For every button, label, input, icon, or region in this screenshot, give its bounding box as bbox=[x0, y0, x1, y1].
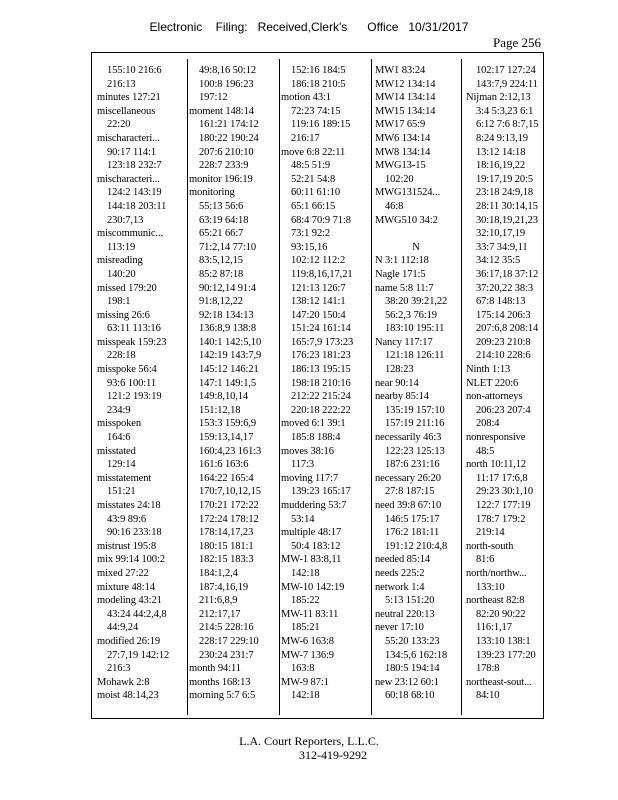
index-reference: 157:19 211:16 bbox=[385, 418, 445, 430]
index-term: MW-10 142:19 bbox=[281, 581, 345, 593]
index-reference: 175:14 206:3 bbox=[476, 309, 531, 321]
index-term: north 10:11,12 bbox=[466, 459, 527, 471]
index-term: modeling 43:21 bbox=[97, 595, 162, 607]
index-reference: 228:7 233:9 bbox=[199, 160, 249, 172]
index-reference: 50:4 183:12 bbox=[291, 540, 341, 552]
index-term: misstated bbox=[97, 445, 136, 457]
index-term bbox=[375, 227, 457, 241]
index-reference: 139:23 177:20 bbox=[476, 649, 536, 661]
index-reference: 216:13 bbox=[107, 78, 136, 90]
index-reference: 63:11 113:16 bbox=[107, 323, 161, 335]
index-reference: 91:8,12,22 bbox=[199, 296, 243, 308]
index-reference: 37:20,22 38:3 bbox=[476, 282, 534, 294]
footer bbox=[0, 734, 618, 762]
index-reference: 85:2 87:18 bbox=[199, 268, 244, 280]
index-term: MW8 134:14 bbox=[375, 146, 431, 158]
index-reference: 145:12 146:21 bbox=[199, 364, 259, 376]
index-reference: 71:2,14 77:10 bbox=[199, 241, 257, 253]
index-reference: 147:1 149:1,5 bbox=[199, 377, 257, 389]
index-reference: 6:12 7:6 8:7,15 bbox=[476, 119, 539, 131]
index-term: needs 225:2 bbox=[375, 567, 425, 579]
index-reference: 186:18 210:5 bbox=[291, 78, 346, 90]
court-reporter-name: L.A. Court Reporters, L.L.C. bbox=[239, 734, 379, 748]
index-reference: 124:2 143:19 bbox=[107, 187, 162, 199]
index-reference: 183:10 195:11 bbox=[385, 323, 445, 335]
index-column-4 bbox=[375, 64, 457, 703]
index-reference: 123:18 232:7 bbox=[107, 160, 162, 172]
filing-header: Electronic Filing: Received,Clerk's Office 10/31/2017 bbox=[149, 20, 469, 34]
index-term: MW-6 163:8 bbox=[281, 635, 334, 647]
index-reference: 198:18 210:16 bbox=[291, 377, 351, 389]
index-reference: 48:5 bbox=[476, 445, 495, 457]
index-reference: 102:17 127:24 bbox=[476, 65, 536, 76]
index-reference: 60:11 61:10 bbox=[291, 187, 340, 199]
index-reference: 216:3 bbox=[107, 663, 131, 675]
index-reference: 38:20 39:21,22 bbox=[385, 296, 448, 308]
index-term: moment 148:14 bbox=[189, 105, 254, 117]
index-reference: 170:7,10,12,15 bbox=[199, 486, 261, 498]
index-term: MW-9 87:1 bbox=[281, 676, 329, 688]
index-term: N 3:1 112:18 bbox=[375, 255, 429, 267]
index-term: MW-11 83:11 bbox=[281, 608, 339, 620]
index-term: near 90:14 bbox=[375, 377, 419, 389]
index-reference: 139:23 165:17 bbox=[291, 486, 351, 498]
index-reference: 165:7,9 173:23 bbox=[291, 336, 354, 348]
index-term: missed 179:20 bbox=[97, 282, 157, 294]
index-term: name 5:8 11:7 bbox=[375, 282, 434, 294]
index-column-2 bbox=[189, 64, 271, 703]
index-frame bbox=[91, 52, 544, 719]
index-reference: 140:20 bbox=[107, 268, 136, 280]
index-reference: 151:12,18 bbox=[199, 404, 241, 416]
index-term: necessary 26:20 bbox=[375, 472, 441, 484]
index-reference: 211:6,8,9 bbox=[199, 595, 238, 607]
index-reference: 146:5 175:17 bbox=[385, 513, 440, 525]
index-term: north-south bbox=[466, 540, 514, 552]
index-reference: 117:3 bbox=[291, 459, 315, 471]
index-reference: 65:1 66:15 bbox=[291, 200, 336, 212]
index-term: MW-1 83:8,11 bbox=[281, 554, 342, 566]
index-term: NLET 220:6 bbox=[466, 377, 519, 389]
index-reference: 49:8,16 50:12 bbox=[199, 65, 257, 76]
index-reference: 214:10 228:6 bbox=[476, 350, 531, 362]
index-reference: 56:2,3 76:19 bbox=[385, 309, 437, 321]
index-term: MW14 134:14 bbox=[375, 92, 436, 104]
index-reference: 209:23 210:8 bbox=[476, 336, 531, 348]
index-term: misreading bbox=[97, 255, 143, 267]
index-reference: 121:18 126:11 bbox=[385, 350, 445, 362]
index-term: mixture 48:14 bbox=[97, 581, 155, 593]
index-reference: 151:21 bbox=[107, 486, 136, 498]
index-term: moved 6:1 39:1 bbox=[281, 418, 346, 430]
index-reference: 187:6 231:16 bbox=[385, 459, 440, 471]
index-reference: 138:12 141:1 bbox=[291, 296, 346, 308]
index-reference: 28:11 30:14,15 bbox=[476, 200, 538, 212]
index-reference: 52:21 54:8 bbox=[291, 173, 336, 185]
index-term: non-attorneys bbox=[466, 391, 523, 403]
index-reference: 113:19 bbox=[107, 241, 136, 253]
index-reference: 93:15,16 bbox=[291, 241, 328, 253]
index-reference: 30:18,19,21,23 bbox=[476, 214, 538, 226]
index-term: miscellaneous bbox=[97, 105, 156, 117]
index-reference: 133:10 bbox=[476, 581, 505, 593]
index-reference: 230:7,13 bbox=[107, 214, 144, 226]
index-reference: 121:13 126:7 bbox=[291, 282, 346, 294]
index-reference: 60:18 68:10 bbox=[385, 690, 435, 702]
index-reference: 18:16,19,22 bbox=[476, 160, 526, 172]
index-term: muddering 53:7 bbox=[281, 500, 347, 511]
index-reference: 48:5 51:9 bbox=[291, 160, 331, 172]
index-reference: 68:4 70:9 71:8 bbox=[291, 214, 351, 226]
index-term: MWG131524... bbox=[375, 187, 441, 199]
index-term: MW17 65:9 bbox=[375, 119, 426, 131]
index-reference: 82:20 90:22 bbox=[476, 608, 526, 620]
index-reference: 185:21 bbox=[291, 622, 320, 634]
index-reference: 36:17,18 37:12 bbox=[476, 268, 539, 280]
index-reference: 119:8,16,17,21 bbox=[291, 268, 353, 280]
index-term: MWG510 34:2 bbox=[375, 214, 438, 226]
index-reference: 164:6 bbox=[107, 432, 131, 444]
index-column-3 bbox=[281, 64, 363, 703]
index-reference: 121:2 193:19 bbox=[107, 391, 162, 403]
index-term: misspeak 159:23 bbox=[97, 336, 167, 348]
index-reference: 8:24 9:13,19 bbox=[476, 132, 528, 144]
index-reference: 83:5,12,15 bbox=[199, 255, 243, 267]
index-term: new 23:12 60:1 bbox=[375, 676, 439, 688]
index-reference: 144:18 203:11 bbox=[107, 200, 167, 212]
index-reference: 178:14,17,23 bbox=[199, 527, 254, 539]
index-reference: 129:14 bbox=[107, 459, 136, 471]
index-reference: 27:7,19 142:12 bbox=[107, 649, 170, 661]
index-reference: 180:15 181:1 bbox=[199, 540, 254, 552]
index-reference: 53:14 bbox=[291, 513, 315, 525]
index-reference: 73:1 92:2 bbox=[291, 228, 331, 240]
index-reference: 163:8 bbox=[291, 663, 315, 675]
index-reference: 43:9 89:6 bbox=[107, 513, 147, 525]
index-term: monitor 196:19 bbox=[189, 173, 253, 185]
index-term: misstatement bbox=[97, 472, 152, 484]
index-reference: 142:18 bbox=[291, 690, 320, 702]
index-term: Ninth 1:13 bbox=[466, 364, 511, 376]
index-reference: 135:19 157:10 bbox=[385, 404, 445, 416]
index-reference: 55:20 133:23 bbox=[385, 635, 440, 647]
index-term: monitoring bbox=[189, 187, 235, 199]
index-term: months 168:13 bbox=[189, 676, 251, 688]
index-term: mix 99:14 100:2 bbox=[97, 554, 165, 566]
index-term: MW6 134:14 bbox=[375, 132, 431, 144]
index-reference: 170:21 172:22 bbox=[199, 500, 259, 511]
index-reference: 152:16 184:5 bbox=[291, 65, 346, 76]
index-term: misspoke 56:4 bbox=[97, 364, 157, 376]
index-term: neutral 220:13 bbox=[375, 608, 435, 620]
index-reference: 207:6 210:10 bbox=[199, 146, 254, 158]
court-reporter-phone: 312-419-9292 bbox=[299, 748, 367, 762]
index-term: needed 85:14 bbox=[375, 554, 431, 566]
index-reference: 43:24 44:2,4,8 bbox=[107, 608, 167, 620]
index-reference: 176:23 181:23 bbox=[291, 350, 351, 362]
index-reference: 122:7 177:19 bbox=[476, 500, 531, 511]
index-reference: 81:6 bbox=[476, 554, 495, 566]
column-divider bbox=[279, 59, 280, 715]
index-reference: 142:18 bbox=[291, 567, 320, 579]
index-reference: 34:12 35:5 bbox=[476, 255, 521, 267]
index-term: Nagle 171:5 bbox=[375, 268, 426, 280]
column-divider bbox=[371, 59, 372, 715]
index-reference: 32:10,17,19 bbox=[476, 228, 526, 240]
index-term: north/northw... bbox=[466, 567, 527, 579]
index-reference: 133:10 138:1 bbox=[476, 635, 531, 647]
index-reference: 90:12,14 91:4 bbox=[199, 282, 257, 294]
index-reference: 220:18 222:22 bbox=[291, 404, 351, 416]
index-term: northeast 82:8 bbox=[466, 595, 525, 607]
index-term: need 39:8 67:10 bbox=[375, 500, 442, 511]
index-reference: 151:24 161:14 bbox=[291, 323, 351, 335]
index-reference: 55:13 56:6 bbox=[199, 200, 244, 212]
index-column-1 bbox=[97, 64, 179, 703]
index-reference: 116:1,17 bbox=[476, 622, 512, 634]
index-term: move 6:8 22:11 bbox=[281, 146, 346, 158]
index-term: never 17:10 bbox=[375, 622, 424, 634]
index-column-5 bbox=[466, 64, 548, 703]
index-reference: 29:23 30:1,10 bbox=[476, 486, 534, 498]
index-reference: 234:9 bbox=[107, 404, 131, 416]
index-term: motion 43:1 bbox=[281, 92, 331, 104]
index-reference: 19:17,19 20:5 bbox=[476, 173, 534, 185]
index-reference: 5:13 151:20 bbox=[385, 595, 435, 607]
index-reference: 134:5,6 162:18 bbox=[385, 649, 448, 661]
index-reference: 84:10 bbox=[476, 690, 500, 702]
index-reference: 153:3 159:6,9 bbox=[199, 418, 257, 430]
index-reference: 90:16 233:18 bbox=[107, 527, 162, 539]
index-reference: 228:17 229:10 bbox=[199, 635, 259, 647]
index-term: missing 26:6 bbox=[97, 309, 150, 321]
index-reference: 44:9,24 bbox=[107, 622, 139, 634]
index-reference: 164:22 165:4 bbox=[199, 472, 254, 484]
column-divider bbox=[461, 59, 462, 715]
index-term: nearby 85:14 bbox=[375, 391, 429, 403]
index-reference: 72:23 74:15 bbox=[291, 105, 341, 117]
index-reference: 198:1 bbox=[107, 296, 131, 308]
index-reference: 92:18 134:13 bbox=[199, 309, 254, 321]
index-reference: 149:8,10,14 bbox=[199, 391, 249, 403]
index-reference: 147:20 150:4 bbox=[291, 309, 346, 321]
index-term: MWG13-15 bbox=[375, 160, 426, 172]
index-reference: 93:6 100:11 bbox=[107, 377, 156, 389]
index-term: modified 26:19 bbox=[97, 635, 161, 647]
index-reference: 160:4,23 161:3 bbox=[199, 445, 262, 457]
index-term: MW12 134:14 bbox=[375, 78, 436, 90]
index-term: miscommunic... bbox=[97, 228, 163, 240]
index-term: mixed 27:22 bbox=[97, 567, 149, 579]
index-reference: 185:8 188:4 bbox=[291, 432, 341, 444]
index-term: moving 117:7 bbox=[281, 472, 339, 484]
index-term: moist 48:14,23 bbox=[97, 690, 159, 702]
index-reference: 216:17 bbox=[291, 132, 320, 144]
index-term: MW-7 136:9 bbox=[281, 649, 334, 661]
index-reference: 212:17,17 bbox=[199, 608, 241, 620]
index-reference: 67:8 148:13 bbox=[476, 296, 526, 308]
index-reference: 159:13,14,17 bbox=[199, 432, 254, 444]
index-reference: 90:17 114:1 bbox=[107, 146, 156, 158]
index-reference: 65:21 66:7 bbox=[199, 228, 244, 240]
index-reference: 23:18 24:9,18 bbox=[476, 187, 534, 199]
index-reference: 102:12 112:2 bbox=[291, 255, 346, 267]
index-reference: 136:8,9 138:8 bbox=[199, 323, 257, 335]
index-reference: 207:6,8 208:14 bbox=[476, 323, 539, 335]
index-reference: 46:8 bbox=[385, 200, 404, 212]
index-term: minutes 127:21 bbox=[97, 92, 161, 104]
index-reference: 212:22 215:24 bbox=[291, 391, 351, 403]
index-term: morning 5:7 6:5 bbox=[189, 690, 256, 702]
index-term: Mohawk 2:8 bbox=[97, 676, 150, 688]
index-reference: 208:4 bbox=[476, 418, 500, 430]
index-term: misstates 24:18 bbox=[97, 500, 161, 511]
index-reference: 100:8 196:23 bbox=[199, 78, 254, 90]
index-reference: 140:1 142:5,10 bbox=[199, 336, 262, 348]
index-term: northeast-sout... bbox=[466, 676, 532, 688]
index-reference: 13:12 14:18 bbox=[476, 146, 526, 158]
index-reference: 161:21 174:12 bbox=[199, 119, 259, 131]
index-reference: 180:5 194:14 bbox=[385, 663, 440, 675]
index-reference: 155:10 216:6 bbox=[107, 65, 162, 76]
index-reference: 178:7 179:2 bbox=[476, 513, 526, 525]
index-term: multiple 48:17 bbox=[281, 527, 342, 539]
index-reference: 187:4,16,19 bbox=[199, 581, 249, 593]
index-reference: 119:16 189:15 bbox=[291, 119, 351, 131]
index-reference: 161:6 163:6 bbox=[199, 459, 249, 471]
index-reference: 228:18 bbox=[107, 350, 136, 362]
index-reference: 27:8 187:15 bbox=[385, 486, 435, 498]
index-reference: 219:14 bbox=[476, 527, 505, 539]
index-reference: 172:24 178:12 bbox=[199, 513, 259, 525]
index-reference: 176:2 181:11 bbox=[385, 527, 440, 539]
index-reference: 63:19 64:18 bbox=[199, 214, 249, 226]
index-reference: 22:20 bbox=[107, 119, 131, 131]
index-reference: 185:22 bbox=[291, 595, 320, 607]
index-term: mischaracteri... bbox=[97, 173, 160, 185]
index-reference: 191:12 210:4,8 bbox=[385, 540, 448, 552]
index-term: month 94:11 bbox=[189, 663, 241, 675]
index-term: Nancy 117:17 bbox=[375, 336, 433, 348]
index-term: MW15 134:14 bbox=[375, 105, 436, 117]
index-reference: 178:8 bbox=[476, 663, 500, 675]
index-term: moves 38:16 bbox=[281, 445, 334, 457]
column-divider bbox=[187, 59, 188, 715]
index-reference: 143:7,9 224:11 bbox=[476, 78, 538, 90]
index-term: mischaracteri... bbox=[97, 132, 160, 144]
index-term: necessarily 46:3 bbox=[375, 432, 442, 444]
index-term: MW1 83:24 bbox=[375, 65, 426, 76]
index-reference: 182:15 183:3 bbox=[199, 554, 254, 566]
index-term: mistrust 195:8 bbox=[97, 540, 156, 552]
index-reference: 197:12 bbox=[199, 92, 228, 104]
page-number: Page 256 bbox=[493, 35, 542, 50]
index-term: misspoken bbox=[97, 418, 142, 430]
index-reference: 142:19 143:7,9 bbox=[199, 350, 262, 362]
index-reference: 128:23 bbox=[385, 364, 414, 376]
index-reference: 214:5 228:16 bbox=[199, 622, 254, 634]
index-term: network 1:4 bbox=[375, 581, 425, 593]
index-term: nonresponsive bbox=[466, 432, 526, 444]
index-term: Nijman 2:12,13 bbox=[466, 92, 531, 104]
index-reference: 11:17 17:6,8 bbox=[476, 472, 528, 484]
index-reference: 180:22 190:24 bbox=[199, 132, 259, 144]
index-reference: 186:13 195:15 bbox=[291, 364, 351, 376]
index-reference: 102:20 bbox=[385, 173, 414, 185]
index-reference: 122:23 125:13 bbox=[385, 445, 445, 457]
index-letter-heading: N bbox=[412, 241, 420, 253]
index-reference: 184:1,2,4 bbox=[199, 567, 238, 579]
index-reference: 3:4 5:3,23 6:1 bbox=[476, 105, 534, 117]
index-reference: 33:7 34:9,11 bbox=[476, 241, 528, 253]
index-reference: 206:23 207:4 bbox=[476, 404, 531, 416]
index-reference: 230:24 231:7 bbox=[199, 649, 254, 661]
